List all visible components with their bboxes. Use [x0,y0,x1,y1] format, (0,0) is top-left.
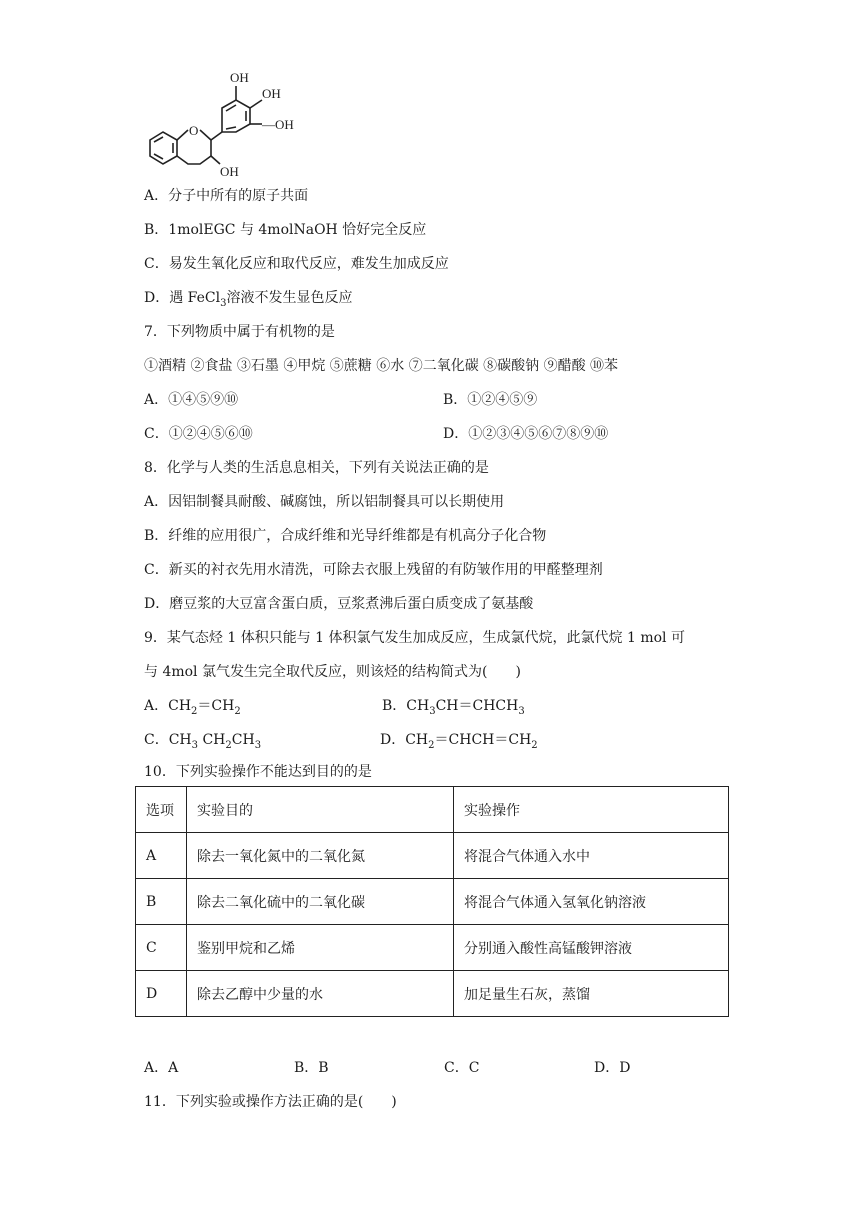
cell-operation: 加足量生石灰，蒸馏 [454,971,729,1017]
cell-option: D [136,971,187,1017]
q8-option-b: B．纤维的应用很广，合成纤维和光导纤维都是有机高分子化合物 [144,528,547,544]
q7-option-b: B．①②④⑤⑨ [443,392,538,408]
ring-oxygen-label: O [189,123,199,138]
header-purpose: 实验目的 [187,787,454,833]
q9-option-a: A．$CH_2=CH_2$ [144,698,241,717]
q6-option-c: C．易发生氧化反应和取代反应，难发生加成反应 [144,256,449,272]
q7-option-a: A．①④⑤⑨⑩ [144,392,239,408]
q6-option-a: A．分子中所有的原子共面 [144,188,309,204]
q8-stem: 8．化学与人类的生活息息相关，下列有关说法正确的是 [144,460,489,476]
cell-option: B [136,879,187,925]
cell-operation: 将混合气体通入水中 [454,833,729,879]
q8-option-d: D．磨豆浆的大豆富含蛋白质，豆浆煮沸后蛋白质变成了氨基酸 [144,596,534,612]
header-operation: 实验操作 [454,787,729,833]
q6-option-b: B．1molEGC 与 4molNaOH 恰好完全反应 [144,222,427,238]
q10-option-b: B．B [294,1060,329,1076]
q7-items: ①酒精 ②食盐 ③石墨 ④甲烷 ⑤蔗糖 ⑥水 ⑦二氧化碳 ⑧碳酸钠 ⑨醋酸 ⑩苯 [144,358,619,374]
q11-stem: 11．下列实验或操作方法正确的是( ) [144,1094,397,1110]
q10-stem: 10．下列实验操作不能达到目的的是 [144,764,372,780]
q8-option-c: C．新买的衬衣先用水清洗，可除去衣服上残留的有防皱作用的甲醛整理剂 [144,562,603,578]
cell-purpose: 除去乙醇中少量的水 [187,971,454,1017]
header-option: 选项 [136,787,187,833]
table-row [136,971,729,1017]
q9-stem-line2: 与 4mol 氯气发生完全取代反应，则该烃的结构简式为( ) [144,664,521,680]
q7-option-c: C．①②④⑤⑥⑩ [144,426,253,442]
cell-purpose: 除去二氧化硫中的二氧化碳 [187,879,454,925]
q10-option-c: C．C [444,1060,480,1076]
q9-option-c: C．$CH_3$ $CH_2CH_3$ [144,732,262,751]
q10-experiment-table [135,786,729,1017]
cell-purpose: 除去一氧化氮中的二氧化氮 [187,833,454,879]
q9-option-b: B．$CH_3CH=CHCH_3$ [382,698,525,717]
table-row [136,833,729,879]
q10-option-d: D．D [594,1060,631,1076]
cell-option: A [136,833,187,879]
oh-label-bottom: OH [220,164,239,178]
q7-option-d: D．①②③④⑤⑥⑦⑧⑨⑩ [443,426,609,442]
q8-option-a: A．因铝制餐具耐酸、碱腐蚀，所以铝制餐具可以长期使用 [144,494,505,510]
q9-stem-line1: 9．某气态烃 1 体积只能与 1 体积氯气发生加成反应，生成氯代烷，此氯代烷 1 mol 可 [144,630,685,646]
table-header-row [136,787,729,833]
table-row [136,925,729,971]
table-row [136,879,729,925]
q9-option-d: D．$CH_2=CHCH=CH_2$ [380,732,538,751]
q7-stem: 7．下列物质中属于有机物的是 [144,324,335,340]
egc-structure-diagram [140,60,310,178]
cell-operation: 分别通入酸性高锰酸钾溶液 [454,925,729,971]
cell-operation: 将混合气体通入氢氧化钠溶液 [454,879,729,925]
cell-option: C [136,925,187,971]
q10-option-a: A．A [144,1060,179,1076]
cell-purpose: 鉴别甲烷和乙烯 [187,925,454,971]
oh-label-right: —OH [262,117,294,132]
q6-option-d: D．遇 FeCl$_3$溶液不发生显色反应 [144,290,353,309]
oh-label-upper-right: OH [262,86,281,101]
oh-label-top: OH [230,70,249,85]
